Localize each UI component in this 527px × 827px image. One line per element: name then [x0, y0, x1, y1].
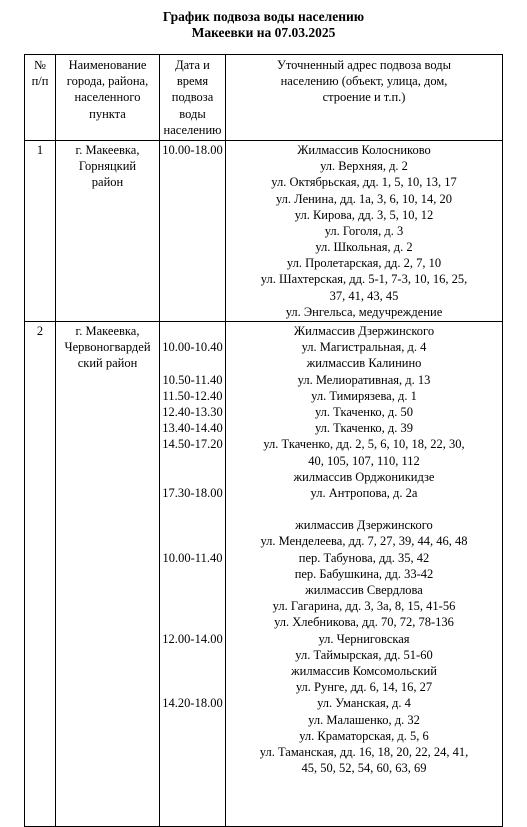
cell-line: ул. Антропова, д. 2а	[310, 485, 418, 500]
row-time	[160, 140, 226, 321]
row-number: 1	[25, 140, 56, 321]
cell-line: г. Макеевка,	[75, 142, 140, 157]
cell-line: Горняцкий	[78, 159, 137, 174]
cell-line: ул. Ткаченко, д. 39	[314, 421, 414, 436]
cell-line: 10.50-11.40	[162, 372, 223, 387]
cell-line: Жилмассив Дзержинского	[293, 324, 435, 338]
cell-line: ул. Школьная, д. 2	[315, 240, 413, 255]
cell-line	[162, 533, 223, 549]
title-line-1: График подвоза воды населению	[162, 9, 365, 24]
cell-line: ул. Рунге, дд. 6, 14, 16, 27	[295, 680, 433, 695]
cell-line: район	[91, 175, 124, 190]
cell-line: ул. Ткаченко, д. 50	[314, 404, 414, 419]
cell-line: ул. Таманская, дд. 16, 18, 20, 22, 24, 41,	[259, 744, 469, 759]
cell-line: 11.50-12.40	[162, 388, 223, 403]
cell-line: ул. Гоголя, д. 3	[324, 223, 404, 238]
cell-line: 12.00-14.00	[162, 631, 223, 646]
cell-line: пер. Табунова, дд. 35, 42	[298, 550, 430, 565]
cell-line	[162, 679, 223, 695]
row-address	[226, 322, 503, 827]
cell-line	[162, 776, 223, 792]
cell-line: ул. Гагарина, дд. 3, 3а, 8, 15, 41-56	[272, 599, 456, 614]
cell-line: Жилмассив Колосниково	[297, 142, 431, 157]
table-row	[25, 140, 503, 321]
cell-line: жилмассив Свердлова	[305, 583, 423, 597]
table-row	[25, 322, 503, 827]
cell-line	[162, 453, 223, 469]
cell-line: г. Макеевка,	[75, 324, 140, 338]
cell-line: ул. Черниговская	[318, 631, 410, 646]
cell-line	[162, 323, 223, 339]
cell-line: населению (объект, улица, дом,	[280, 74, 448, 89]
row-district	[56, 322, 160, 827]
row-address	[226, 140, 503, 321]
header-num	[25, 55, 56, 141]
cell-line: воды	[179, 106, 206, 121]
cell-line: ул. Краматорская, д. 5, 6	[299, 728, 429, 743]
cell-line	[162, 744, 223, 760]
cell-line: Дата и	[175, 58, 210, 72]
cell-line: Наименование	[68, 58, 147, 72]
cell-line: 10.00-11.40	[162, 550, 223, 565]
cell-line: ул. Пролетарская, дд. 2, 7, 10	[286, 256, 442, 271]
cell-line: ул. Менделеева, дд. 7, 27, 39, 44, 46, 48	[260, 534, 468, 549]
cell-line: жилмассив Комсомольский	[291, 663, 437, 678]
cell-line	[162, 582, 223, 598]
cell-line: ул. Мелиоративная, д. 13	[297, 372, 431, 387]
cell-line	[162, 614, 223, 630]
cell-line	[162, 517, 223, 533]
row-time	[160, 322, 226, 827]
cell-line: города, района,	[66, 74, 149, 89]
cell-line	[228, 501, 500, 517]
cell-line: ул. Верхняя, д. 2	[320, 159, 408, 174]
cell-line: строение и т.п.)	[322, 90, 406, 105]
cell-line: ский район	[77, 356, 138, 371]
cell-line: ул. Ткаченко, дд. 2, 5, 6, 10, 18, 22, 30,	[263, 437, 465, 452]
title-line-2: Макеевки на 07.03.2025	[191, 25, 336, 40]
header-time	[160, 55, 226, 141]
cell-line: 37, 41, 43, 45	[329, 288, 399, 303]
cell-line: ул. Магистральная, д. 4	[301, 340, 427, 355]
cell-line: 10.00-10.40	[162, 340, 223, 355]
cell-line	[162, 469, 223, 485]
cell-line: ул. Шахтерская, дд. 5-1, 7-3, 10, 16, 25,	[260, 272, 468, 287]
cell-line: ул. Кирова, дд. 3, 5, 10, 12	[294, 207, 434, 222]
row-district	[56, 140, 160, 321]
cell-line	[162, 663, 223, 679]
cell-line: 13.40-14.40	[162, 421, 223, 436]
cell-line	[162, 792, 223, 808]
cell-line: ул. Октябрьская, дд. 1, 5, 10, 13, 17	[271, 175, 457, 190]
cell-line: №	[34, 58, 46, 72]
header-name	[56, 55, 160, 141]
cell-line: ул. Таймырская, дд. 51-60	[295, 647, 433, 662]
cell-line: время	[176, 74, 209, 89]
cell-line: 45, 50, 52, 54, 60, 63, 69	[301, 761, 427, 776]
cell-line: жилмассив Дзержинского	[295, 518, 433, 533]
cell-line: 10.00-18.00	[162, 142, 223, 157]
cell-line: подвоза	[171, 90, 214, 105]
cell-line: ул. Уманская, д. 4	[317, 696, 411, 711]
row-number: 2	[25, 322, 56, 827]
cell-line	[162, 598, 223, 614]
cell-line: ул. Малашенко, д. 32	[308, 712, 420, 727]
cell-line: Червоногвардей	[64, 340, 151, 355]
cell-line: пункта	[89, 106, 126, 121]
cell-line	[162, 809, 223, 825]
cell-line	[162, 728, 223, 744]
cell-line	[162, 566, 223, 582]
cell-line: жилмассив Орджоникидзе	[293, 469, 435, 484]
cell-line: ул. Ленина, дд. 1а, 3, 6, 10, 14, 20	[275, 191, 452, 206]
cell-line: жилмассив Калинино	[306, 356, 422, 371]
cell-line: Уточненный адрес подвоза воды	[277, 58, 451, 72]
cell-line: 14.20-18.00	[162, 696, 223, 711]
cell-line	[162, 501, 223, 517]
cell-line	[162, 760, 223, 776]
cell-line: пер. Бабушкина, дд. 33-42	[294, 566, 434, 581]
cell-line: 14.50-17.20	[162, 437, 223, 452]
cell-line	[162, 712, 223, 728]
cell-line: ул. Хлебникова, дд. 70, 72, 78-136	[274, 615, 454, 630]
cell-line: населенного	[74, 90, 141, 105]
cell-line: ул. Тимирязева, д. 1	[311, 388, 417, 403]
table-header-row	[25, 55, 503, 141]
cell-line: 40, 105, 107, 110, 112	[308, 453, 420, 468]
document-title	[0, 9, 527, 41]
cell-line: п/п	[31, 74, 49, 89]
cell-line: 12.40-13.30	[162, 404, 223, 419]
cell-line	[162, 355, 223, 371]
header-address	[226, 55, 503, 141]
cell-line: населению	[163, 122, 222, 137]
cell-line: ул. Энгельса, медучреждение	[285, 304, 443, 319]
cell-line: 17.30-18.00	[162, 485, 223, 500]
cell-line	[162, 647, 223, 663]
water-schedule-table	[24, 54, 503, 827]
